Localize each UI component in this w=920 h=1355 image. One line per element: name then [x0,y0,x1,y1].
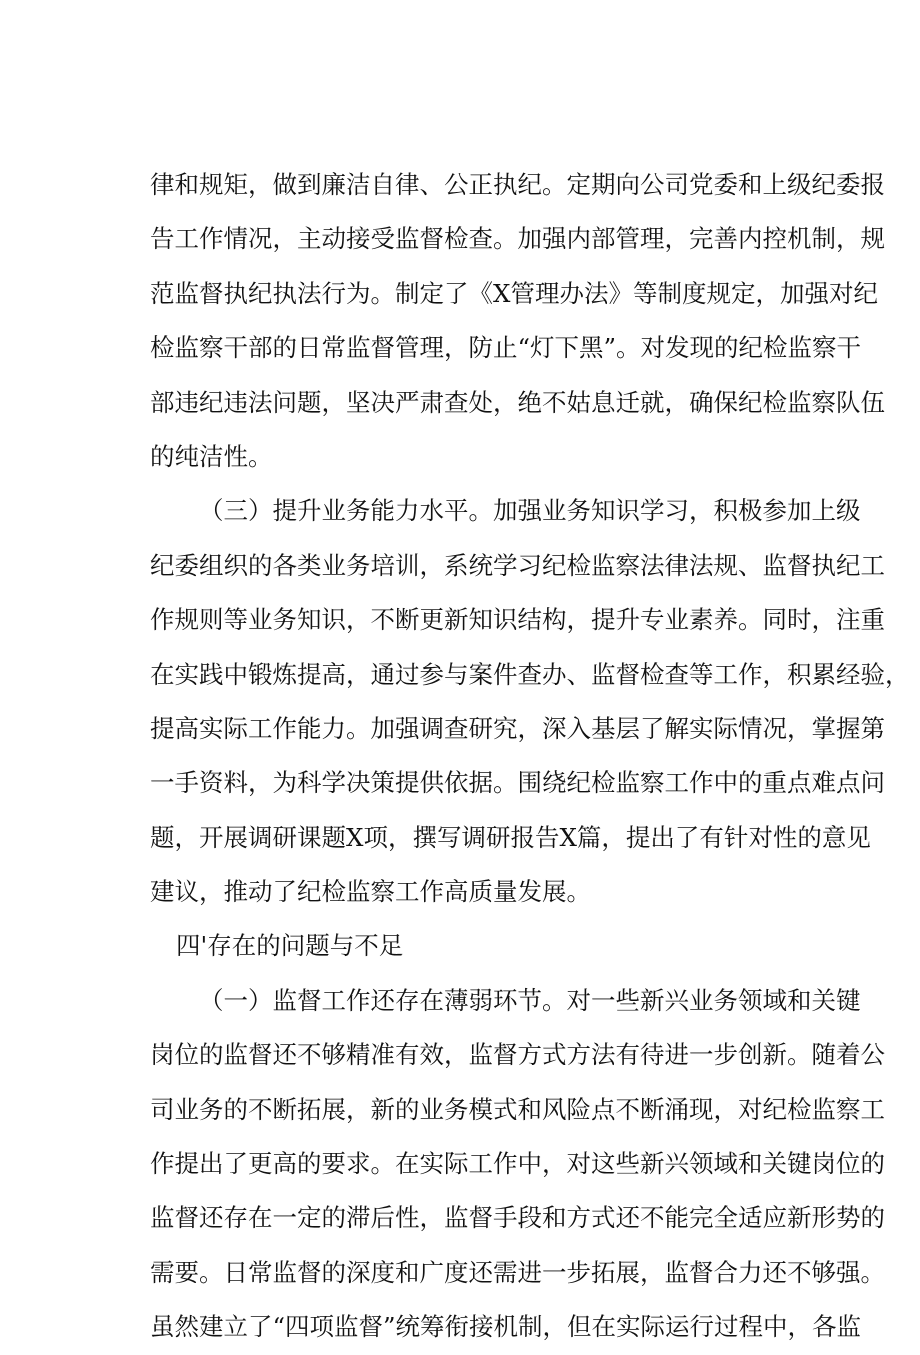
paragraph-line: 提高实际工作能力。加强调查研究，深入基层了解实际情况，掌握第 [150,713,885,743]
paragraph-line: 需要。日常监督的深度和广度还需进一步拓展，监督合力还不够强。 [150,1257,885,1287]
section-heading: 四'存在的问题与不足 [176,931,404,961]
paragraph-line: 律和规矩，做到廉洁自律、公正执纪。定期向公司党委和上级纪委报 [150,170,885,199]
document-body [150,158,910,1355]
paragraph-line: 告工作情况，主动接受监督检查。加强内部管理，完善内控机制，规 [150,224,885,254]
paragraph-line: 岗位的监督还不够精准有效，监督方式方法有待进一步创新。随着公 [150,1040,885,1070]
paragraph-line: 虽然建立了“四项监督”统筹衔接机制，但在实际运行过程中，各监 [150,1312,862,1342]
paragraph-line: 题，开展调研课题X项，撰写调研报告X篇，提出了有针对性的意见 [150,822,871,852]
paragraph-line: 在实践中锻炼提高，通过参与案件查办、监督检查等工作，积累经验， [150,659,910,689]
paragraph-line: 范监督执纪执法行为。制定了《X管理办法》等制度规定，加强对纪 [150,278,878,308]
paragraph-line: 司业务的不断拓展，新的业务模式和风险点不断涌现，对纪检监察工 [150,1094,885,1124]
paragraph-line: （一）监督工作还存在薄弱环节。对一些新兴业务领域和关键 [199,985,861,1015]
paragraph-line: 监督还存在一定的滞后性，监督手段和方式还不能完全适应新形势的 [150,1203,885,1233]
paragraph-line: 纪委组织的各类业务培训，系统学习纪检监察法律法规、监督执纪工 [150,550,885,580]
paragraph-line: 检监察干部的日常监督管理，防止“灯下黑”。对发现的纪检监察干 [150,333,862,363]
paragraph-line: 作规则等业务知识，不断更新知识结构，提升专业素养。同时，注重 [150,605,885,635]
paragraph-line: 建议，推动了纪检监察工作高质量发展。 [150,877,591,907]
paragraph-line: （三）提升业务能力水平。加强业务知识学习，积极参加上级 [199,496,861,526]
paragraph-line: 部违纪违法问题，坚决严肃查处，绝不姑息迁就，确保纪检监察队伍 [150,387,885,417]
paragraph-line: 的纯洁性。 [150,441,273,471]
paragraph-line: 一手资料，为科学决策提供依据。围绕纪检监察工作中的重点难点问 [150,768,885,798]
paragraph-line: 作提出了更高的要求。在实际工作中，对这些新兴领域和关键岗位的 [150,1149,885,1179]
